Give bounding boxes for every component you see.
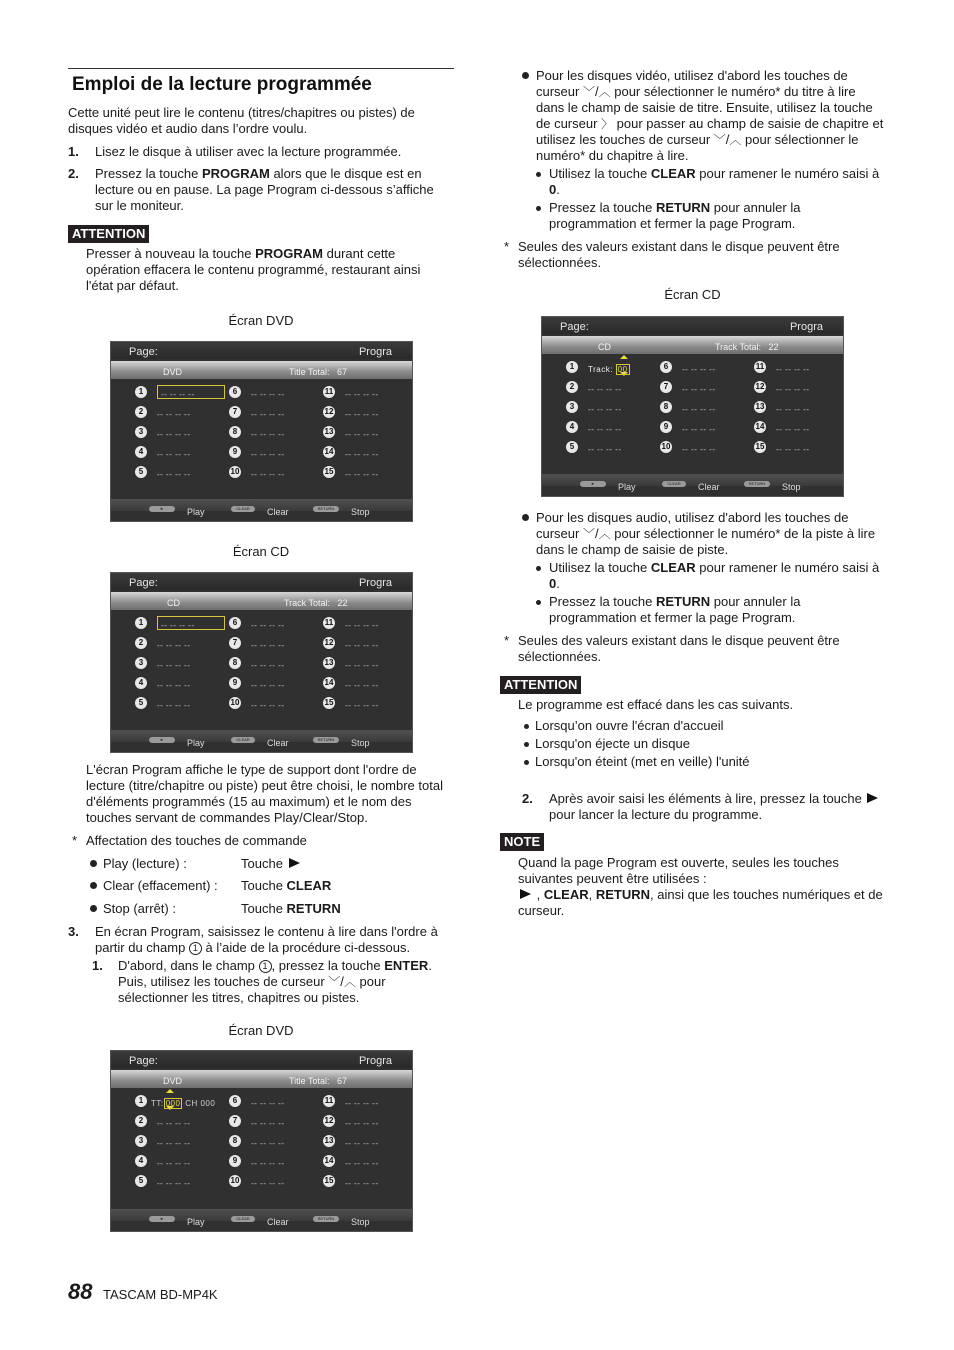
selected-slot-field[interactable]: -- -- -- -- <box>157 616 225 630</box>
slot-number-badge: 9 <box>229 677 241 689</box>
program-slot[interactable]: -- -- -- -- <box>345 621 379 630</box>
program-slot[interactable]: -- -- -- -- <box>345 1139 379 1148</box>
video-clear-instruction: Utilisez la touche CLEAR pour ramener le numéro saisi à 0. <box>549 166 880 197</box>
stop-label: Stop <box>782 482 801 492</box>
slot-number-badge: 6 <box>660 361 672 373</box>
program-slot[interactable]: -- -- -- -- <box>157 661 191 670</box>
program-slot[interactable]: -- -- -- -- <box>776 365 810 374</box>
play-label: Play <box>187 1217 205 1227</box>
screen-page-label: Page: <box>560 321 589 333</box>
screen-page-label: Page: <box>129 577 158 589</box>
caption-cd-2: Écran CD <box>664 287 721 302</box>
slot-number-badge: 11 <box>755 362 765 371</box>
star-note-2: Seules des valeurs existant dans le disque peuvent être sélectionnées. <box>518 633 840 664</box>
play-label: Play <box>187 738 205 748</box>
program-slot[interactable]: -- -- -- -- <box>251 410 285 419</box>
clear-key-icon: CLEAR <box>662 481 686 487</box>
assign-note: Affectation des touches de commande <box>86 833 307 848</box>
program-slot[interactable]: -- -- -- -- <box>157 470 191 479</box>
cursor-down-icon: ﹀ <box>328 975 341 989</box>
play-arrow-icon <box>289 858 300 868</box>
program-slot[interactable]: -- -- -- -- <box>157 1159 191 1168</box>
program-slot[interactable]: -- -- -- -- <box>776 385 810 394</box>
program-slot[interactable]: -- -- -- -- <box>776 445 810 454</box>
slot-number-badge: 11 <box>324 387 334 396</box>
step3-number: 3. <box>68 924 79 939</box>
slot-number-badge: 5 <box>135 697 147 709</box>
program-slot[interactable]: -- -- -- -- <box>345 430 379 439</box>
program-slot[interactable]: -- -- -- -- <box>682 365 716 374</box>
screen-info-band <box>111 592 412 610</box>
program-slot[interactable]: -- -- -- -- <box>251 681 285 690</box>
program-slot[interactable]: -- -- -- -- <box>251 661 285 670</box>
attention2-item: Lorsqu'on éteint (met en veille) l'unité <box>524 754 750 770</box>
program-slot[interactable]: -- -- -- -- <box>157 681 191 690</box>
program-slot[interactable]: -- -- -- -- <box>345 450 379 459</box>
cursor-down-icon: ﹀ <box>582 527 595 541</box>
cursor-up-icon: ︿ <box>598 527 611 541</box>
program-slot[interactable]: -- -- -- -- <box>345 1159 379 1168</box>
slot-number-badge: 5 <box>566 441 578 453</box>
slot-number-badge: 12 <box>324 407 334 416</box>
screen-total: Track Total: 22 <box>715 342 779 352</box>
program-slot[interactable]: -- -- -- -- <box>251 1099 285 1108</box>
clear-key-icon: CLEAR <box>231 506 255 512</box>
slot-number-badge: 12 <box>755 382 765 391</box>
assign-stop-value: Touche RETURN <box>241 901 341 916</box>
clear-label: Clear <box>267 1217 289 1227</box>
title-rule <box>68 68 454 69</box>
footer-model: TASCAM BD-MP4K <box>103 1287 218 1302</box>
slot-number-badge: 1 <box>135 386 147 398</box>
step2-number: 2. <box>68 166 79 181</box>
slot-number-badge: 6 <box>229 1095 241 1107</box>
track-field[interactable]: Track: 00 <box>588 365 628 374</box>
assign-star: * <box>72 833 78 848</box>
program-slot[interactable]: -- -- -- -- <box>776 425 810 434</box>
program-slot[interactable]: -- -- -- -- <box>588 445 622 454</box>
cursor-down-icon: ﹀ <box>582 85 595 99</box>
screen-total: Title Total: 67 <box>289 1076 348 1086</box>
program-slot[interactable]: -- -- -- -- <box>251 1179 285 1188</box>
return-key-icon: RETURN <box>744 481 770 487</box>
note-text: Quand la page Program est ouverte, seules les touches suivantes peuvent être utilisées : , CLEAR, RETURN, ainsi que les touches numériques et de curseur. <box>518 855 883 918</box>
star-note-mark: * <box>504 239 510 254</box>
slot-number-badge: 9 <box>229 446 241 458</box>
play-key-icon: ► <box>149 737 175 743</box>
program-slot[interactable]: -- -- -- -- <box>345 1099 379 1108</box>
cursor-up-icon: ︿ <box>343 975 356 989</box>
program-slot[interactable]: -- -- -- -- <box>251 1139 285 1148</box>
slot-number-badge: 14 <box>324 447 334 456</box>
program-slot[interactable]: -- -- -- -- <box>251 621 285 630</box>
slot-number-badge: 14 <box>755 422 765 431</box>
star-note-mark: * <box>504 633 510 648</box>
screen-program-label: Progra <box>358 346 392 358</box>
screen-cd-empty <box>110 572 413 753</box>
cursor-right-icon: 〉 <box>601 117 614 131</box>
slot-number-badge: 7 <box>229 406 241 418</box>
slot-number-badge: 10 <box>230 467 240 476</box>
slot-number-badge: 4 <box>135 677 147 689</box>
slot-number-badge: 1 <box>135 617 147 629</box>
program-slot[interactable]: -- -- -- -- <box>157 1119 191 1128</box>
slot-number-badge: 2 <box>135 637 147 649</box>
program-slot[interactable]: -- -- -- -- <box>157 1179 191 1188</box>
slot-number-badge: 15 <box>324 1176 334 1185</box>
screen-dvd-input <box>110 1050 413 1232</box>
caption-dvd-2: Écran DVD <box>228 1023 294 1038</box>
slot-number-badge: 11 <box>324 618 334 627</box>
attention1-text: Presser à nouveau la touche PROGRAM durant cette opération effacera le contenu programmé, restaurant ainsi l'état par défaut. <box>86 246 421 293</box>
slot-number-badge: 7 <box>229 637 241 649</box>
screen-info-band <box>111 1070 412 1088</box>
step1-text: Lisez le disque à utiliser avec la lecture programmée. <box>95 144 402 159</box>
clear-label: Clear <box>267 738 289 748</box>
caption-dvd-1: Écran DVD <box>228 313 294 328</box>
increment-arrow-icon <box>166 1089 174 1093</box>
attention2-item: Lorsqu’on ouvre l'écran d'accueil <box>524 718 724 734</box>
footer-page-number: 88 <box>68 1279 93 1304</box>
program-slot[interactable]: -- -- -- -- <box>157 410 191 419</box>
return-key-icon: RETURN <box>313 506 339 512</box>
program-slot[interactable]: -- -- -- -- <box>776 405 810 414</box>
program-slot[interactable]: -- -- -- -- <box>157 430 191 439</box>
slot-number-badge: 3 <box>135 657 147 669</box>
slot-number-badge: 5 <box>135 466 147 478</box>
slot-number-badge: 14 <box>324 678 334 687</box>
step2-text: Pressez la touche PROGRAM alors que le disque est en lecture ou en pause. La page Program ci-dessous s’affiche sur le moniteur. <box>95 166 434 213</box>
cursor-up-icon: ︿ <box>729 133 742 147</box>
audio-clear-instruction: Utilisez la touche CLEAR pour ramener le numéro saisi à 0. <box>549 560 880 591</box>
slot-number-badge: 15 <box>324 467 334 476</box>
attention-tag: ATTENTION <box>68 225 149 243</box>
program-slot[interactable]: -- -- -- -- <box>588 405 622 414</box>
intro-text: Cette unité peut lire le contenu (titres/chapitres ou pistes) de disques vidéo et audio dans l’ordre voulu. <box>68 105 415 136</box>
audio-disc-instructions: Pour les disques audio, utilisez d'abord les touches de curseur ﹀/︿ pour sélectionner le numéro* de la piste à lire dans le champ de saisie de piste. <box>536 510 876 557</box>
slot-number-badge: 9 <box>660 421 672 433</box>
slot-number-badge: 10 <box>661 442 671 451</box>
screen-media-type: DVD <box>163 367 183 377</box>
bullet-small <box>536 594 547 610</box>
bullet <box>522 68 535 84</box>
program-slot[interactable]: -- -- -- -- <box>251 641 285 650</box>
program-slot[interactable]: -- -- -- -- <box>157 1139 191 1148</box>
track-number-input[interactable]: 00 <box>617 365 628 374</box>
program-slot[interactable]: -- -- -- -- <box>251 701 285 710</box>
slot-number-badge: 5 <box>135 1175 147 1187</box>
program-slot[interactable]: -- -- -- -- <box>157 701 191 710</box>
program-slot[interactable]: -- -- -- -- <box>682 425 716 434</box>
assign-clear: Clear (effacement) : <box>90 878 218 894</box>
sub1-text: D'abord, dans le champ 1 , pressez la touche ENTER. Puis, utilisez les touches de curseur ﹀/︿ pour sélectionner les titres, chapitres ou pistes. <box>118 958 432 1005</box>
page-title: Emploi de la lecture programmée <box>72 74 372 95</box>
slot-number-badge: 3 <box>566 401 578 413</box>
program-slot[interactable]: -- -- -- -- <box>345 390 379 399</box>
program-slot[interactable]: -- -- -- -- <box>682 445 716 454</box>
program-description: L'écran Program affiche le type de support dont l'ordre de lecture (titre/chapitre ou piste) peut être choisi, le nombre total d'éléments programmés (15 au maximum) et le nom des touches servant de commandes Play/Clear/Stop. <box>86 762 443 825</box>
sub1-number: 1. <box>92 958 103 973</box>
slot-number-badge: 3 <box>135 1135 147 1147</box>
clear-key-icon: CLEAR <box>231 737 255 743</box>
slot-number-badge: 13 <box>324 1136 334 1145</box>
selected-slot-field[interactable]: -- -- -- -- <box>157 385 225 399</box>
slot-number-badge: 15 <box>755 442 765 451</box>
slot-number-badge: 12 <box>324 638 334 647</box>
program-slot[interactable]: -- -- -- -- <box>682 405 716 414</box>
screen-program-label: Progra <box>789 321 823 333</box>
bullet <box>522 510 535 526</box>
program-slot[interactable]: -- -- -- -- <box>588 425 622 434</box>
assign-play-value: Touche <box>241 856 302 872</box>
slot-number-badge: 13 <box>324 427 334 436</box>
slot-number-badge: 10 <box>230 698 240 707</box>
screen-program-label: Progra <box>358 577 392 589</box>
assign-stop: Stop (arrêt) : <box>90 901 176 917</box>
slot-number-badge: 15 <box>324 698 334 707</box>
slot-number-badge: 7 <box>229 1115 241 1127</box>
program-slot[interactable]: -- -- -- -- <box>345 1179 379 1188</box>
note-tag: NOTE <box>500 833 544 851</box>
screen-info-band <box>111 361 412 379</box>
caption-cd-1: Écran CD <box>232 544 290 559</box>
slot-number-badge: 8 <box>660 401 672 413</box>
play-key-icon: ► <box>149 506 175 512</box>
screen-total: Title Total: 67 <box>289 367 348 377</box>
clear-label: Clear <box>698 482 720 492</box>
bullet-small <box>536 166 547 182</box>
return-key-icon: RETURN <box>313 737 339 743</box>
circled-one-icon: 1 <box>189 942 202 955</box>
attention2-item: Lorsqu'on éjecte un disque <box>524 736 690 752</box>
program-slot[interactable]: -- -- -- -- <box>345 701 379 710</box>
program-slot[interactable]: -- -- -- -- <box>345 470 379 479</box>
slot-number-badge: 7 <box>660 381 672 393</box>
slot-number-badge: 12 <box>324 1116 334 1125</box>
program-slot[interactable]: -- -- -- -- <box>251 390 285 399</box>
audio-return-instruction: Pressez la touche RETURN pour annuler la programmation et fermer la page Program. <box>549 594 801 625</box>
slot-number-badge: 4 <box>135 446 147 458</box>
attention-tag-2: ATTENTION <box>500 676 581 694</box>
step3-text: En écran Program, saisissez le contenu à lire dans l'ordre à partir du champ 1 à l’aide de la procédure ci-dessous. <box>95 924 438 955</box>
program-slot[interactable]: -- -- -- -- <box>157 641 191 650</box>
return-key-icon: RETURN <box>313 1216 339 1222</box>
right-step2-text: Après avoir saisi les éléments à lire, pressez la touche pour lancer la lecture du programme. <box>549 791 889 823</box>
stop-label: Stop <box>351 738 370 748</box>
slot-number-badge: 2 <box>135 1115 147 1127</box>
clear-label: Clear <box>267 507 289 517</box>
play-arrow-icon <box>520 889 531 899</box>
bullet-small <box>536 560 547 576</box>
slot-number-badge: 11 <box>324 1096 334 1105</box>
slot-number-badge: 6 <box>229 386 241 398</box>
play-label: Play <box>187 507 205 517</box>
program-slot[interactable]: -- -- -- -- <box>251 1159 285 1168</box>
screen-total: Track Total: 22 <box>284 598 348 608</box>
star-note-1: Seules des valeurs existant dans le disque peuvent être sélectionnées. <box>518 239 840 270</box>
slot-number-badge: 2 <box>135 406 147 418</box>
title-chapter-field[interactable]: TT: 000 CH 000 <box>151 1099 216 1108</box>
video-return-instruction: Pressez la touche RETURN pour annuler la programmation et fermer la page Program. <box>549 200 801 231</box>
play-arrow-icon <box>867 793 878 803</box>
play-key-icon: ► <box>149 1216 175 1222</box>
slot-number-badge: 3 <box>135 426 147 438</box>
program-slot[interactable]: -- -- -- -- <box>345 661 379 670</box>
screen-page-label: Page: <box>129 346 158 358</box>
program-slot[interactable]: -- -- -- -- <box>345 641 379 650</box>
slot-number-badge: 6 <box>229 617 241 629</box>
program-slot[interactable]: -- -- -- -- <box>588 385 622 394</box>
program-slot[interactable]: -- -- -- -- <box>345 1119 379 1128</box>
stop-label: Stop <box>351 1217 370 1227</box>
slot-number-badge: 10 <box>230 1176 240 1185</box>
program-slot[interactable]: -- -- -- -- <box>251 470 285 479</box>
clear-key-icon: CLEAR <box>231 1216 255 1222</box>
screen-cd-input <box>541 316 844 497</box>
assign-clear-value: Touche CLEAR <box>241 878 332 893</box>
screen-media-type: DVD <box>163 1076 183 1086</box>
increment-arrow-icon <box>620 355 628 359</box>
slot-number-badge: 13 <box>755 402 765 411</box>
slot-number-badge: 13 <box>324 658 334 667</box>
video-disc-instructions: Pour les disques vidéo, utilisez d'abord les touches de curseur ﹀/︿ pour sélectionner le numéro* du titre à lire dans le champ de saisie de titre. Ensuite, utilisez la touche de curseur 〉 pour passer au champ de saisie de chapitre et utilisez les touches de curseur ﹀/︿ pour sélectionner le numéro* du chapitre à lire. <box>536 68 884 163</box>
title-number-input[interactable]: 000 <box>165 1099 181 1108</box>
attention2-intro: Le programme est effacé dans les cas suivants. <box>518 697 794 712</box>
slot-number-badge: 4 <box>566 421 578 433</box>
slot-number-badge: 1 <box>135 1095 147 1107</box>
cursor-up-icon: ︿ <box>598 85 611 99</box>
program-slot[interactable]: -- -- -- -- <box>251 450 285 459</box>
slot-number-badge: 1 <box>566 361 578 373</box>
screen-info-band <box>542 336 843 354</box>
step1-number: 1. <box>68 144 79 159</box>
bullet-small <box>536 200 547 216</box>
screen-page-label: Page: <box>129 1055 158 1067</box>
program-slot[interactable]: -- -- -- -- <box>251 1119 285 1128</box>
slot-number-badge: 14 <box>324 1156 334 1165</box>
program-slot[interactable]: -- -- -- -- <box>157 450 191 459</box>
assign-play: Play (lecture) : <box>90 856 187 872</box>
slot-number-badge: 8 <box>229 426 241 438</box>
program-slot[interactable]: -- -- -- -- <box>251 430 285 439</box>
right-step2-number: 2. <box>522 791 533 806</box>
slot-number-badge: 8 <box>229 657 241 669</box>
play-key-icon: ► <box>580 481 606 487</box>
slot-number-badge: 9 <box>229 1155 241 1167</box>
slot-number-badge: 4 <box>135 1155 147 1167</box>
screen-dvd-empty <box>110 341 413 522</box>
screen-media-type: CD <box>598 342 611 352</box>
play-label: Play <box>618 482 636 492</box>
circled-one-icon: 1 <box>259 960 272 973</box>
slot-number-badge: 8 <box>229 1135 241 1147</box>
screen-program-label: Progra <box>358 1055 392 1067</box>
program-slot[interactable]: -- -- -- -- <box>345 681 379 690</box>
program-slot[interactable]: -- -- -- -- <box>682 385 716 394</box>
slot-number-badge: 2 <box>566 381 578 393</box>
program-slot[interactable]: -- -- -- -- <box>345 410 379 419</box>
stop-label: Stop <box>351 507 370 517</box>
cursor-down-icon: ﹀ <box>713 133 726 147</box>
screen-media-type: CD <box>167 598 180 608</box>
